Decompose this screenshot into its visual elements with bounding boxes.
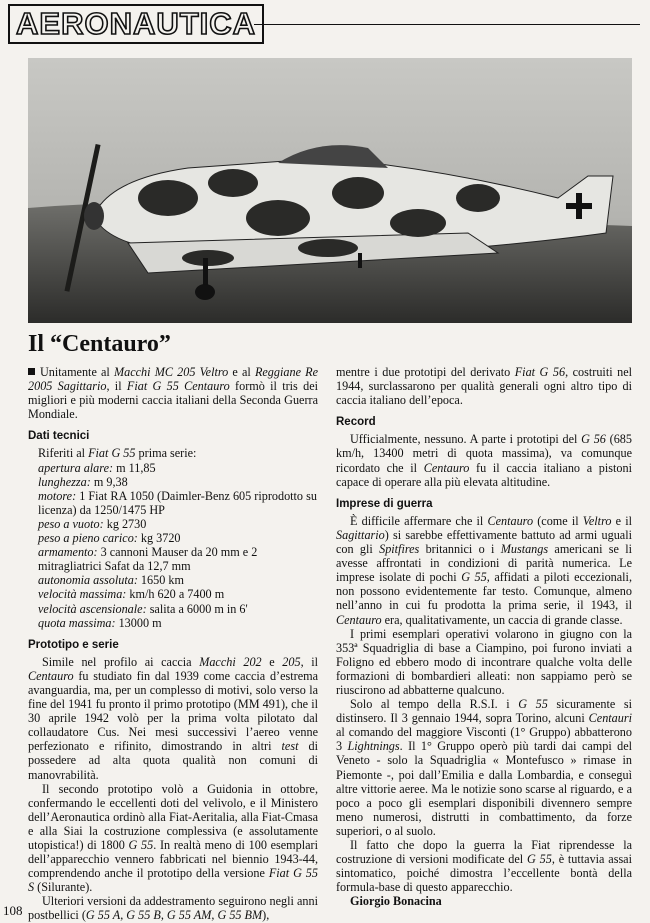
text-run: Veltro — [582, 513, 612, 528]
text-run: sicuramente si distinsero. Il 3 gennaio 1944, sopra Torino, alcuni — [336, 697, 632, 726]
text-run: e — [261, 654, 283, 669]
spec-item — [38, 602, 318, 616]
spec-item — [38, 531, 318, 545]
text-run: mentre i due prototipi del derivato — [336, 365, 515, 379]
intro-text: Reggiane Re 2005 Sagittario — [28, 365, 318, 394]
spec-label: velocità ascensionale: — [38, 601, 147, 616]
text-run: fu il caccia italiano a pistoni capace di operare alla più elevata altitudine. — [336, 460, 632, 489]
spec-value: m 11,85 — [113, 460, 156, 475]
text-run: (Silurante). — [34, 880, 93, 895]
prototipo-paragraph-1 — [28, 655, 318, 782]
text-run: G 56 — [581, 432, 606, 447]
text-run: G 55 — [461, 570, 487, 585]
spec-label: autonomia assoluta: — [38, 573, 138, 588]
section-heading-dati-tecnici: Dati tecnici — [28, 430, 90, 443]
text-run: americani se li avesse affrontati in condizioni di parità numerica. Le imprese isolate di pochi — [336, 542, 633, 585]
text-run: G 55 — [128, 838, 154, 852]
section-heading-prototipo: Prototipo e serie — [28, 638, 119, 651]
spec-value: salita a 6000 m in 6' — [146, 601, 248, 616]
spec-label: apertura alare: — [38, 460, 114, 475]
text-run: Mustangs — [500, 542, 549, 557]
masthead-title: AERONAUTICA — [16, 6, 257, 41]
spec-value: m 9,38 — [90, 474, 128, 489]
text-run: 205 — [282, 654, 301, 669]
text-run: , affidati a piloti eccezionali, non possono evidentemente far testo. Comunque, almeno nell’anno in cui fu prodotta la prima serie, il 1943, il — [336, 570, 632, 613]
fiat-g55-aircraft-image — [28, 58, 632, 323]
spec-label: quota massima: — [38, 615, 116, 630]
continuation-paragraph — [336, 365, 632, 407]
text-run: di possedere ad alta quota qualità non comuni di manovrabilità. — [28, 739, 318, 782]
section-heading-record: Record — [336, 416, 376, 429]
text-run: Macchi 202 — [199, 654, 262, 669]
imprese-paragraph-4 — [336, 838, 632, 894]
spec-item — [38, 489, 318, 517]
text-run: e il — [611, 513, 632, 528]
intro-text: Fiat G 55 Centauro — [126, 379, 230, 394]
intro-text: Unitamente al — [40, 365, 114, 379]
text-run: Sagittario — [336, 527, 385, 542]
imprese-paragraph-2: I primi esemplari operativi volarono in giugno con la 353ª Squadriglia di base a Ciampino, poi furono inviati a Foligno ed ebbero modo di incontrare qualche volta delle formazioni di bombardieri alleati: non sappiamo però se riuscirono ad abbatterne qualcuno. — [336, 626, 632, 697]
spec-label: armamento: — [38, 545, 98, 560]
dati-lead-text: Riferiti al — [38, 446, 89, 461]
bullet-square-icon — [28, 368, 35, 375]
spec-item — [38, 573, 318, 587]
spec-value: kg 2730 — [103, 516, 147, 531]
spec-label: peso a vuoto: — [38, 516, 104, 531]
text-run: . In realtà meno di 100 esemplari dell’apparecchio vennero fabbricati nel biennio 1943-44, comprendendo anche il prototipo della versione — [28, 838, 318, 881]
spec-item — [38, 475, 318, 489]
masthead-rule — [254, 24, 640, 25]
author-signature: Giorgio Bonacina — [350, 894, 442, 909]
text-run: Il fatto che dopo la guerra la Fiat riprendesse la costruzione di versioni modificate del — [336, 838, 632, 867]
text-run: Solo al tempo della R.S.I. i — [350, 697, 519, 712]
text-run: Centauro — [336, 612, 382, 627]
text-run: ), — [262, 908, 270, 923]
spec-item — [38, 517, 318, 531]
text-run: era, qualitativamente, un caccia di grande classe. — [381, 612, 623, 627]
intro-text: e al — [228, 365, 255, 379]
text-run: Lightnings — [347, 739, 400, 754]
spec-item — [38, 616, 318, 630]
spec-value: kg 3720 — [137, 531, 181, 546]
prototipo-paragraph-2 — [28, 782, 318, 895]
text-run: G 55 — [518, 697, 548, 712]
spec-label: velocità massima: — [38, 587, 127, 602]
text-run: Ufficialmente, nessuno. A parte i prototipi del — [350, 432, 582, 447]
text-run: ) si sarebbe effettivamente battuto ad armi uguali con gli — [336, 527, 632, 557]
right-column — [336, 365, 632, 908]
text-run: Fiat G 56 — [514, 365, 566, 379]
text-run: , costruiti nel 1944, surclassarono per qualità generali ogni altro tipo di caccia italiano dell’epoca. — [336, 365, 632, 408]
text-run: È difficile affermare che il — [350, 513, 488, 528]
section-heading-imprese: Imprese di guerra — [336, 497, 433, 510]
intro-paragraph — [28, 365, 318, 421]
text-run: (come il — [533, 513, 583, 528]
spec-value: 3 cannoni Mauser da 20 mm e 2 mitragliatrici Safat da 12,7 mm — [38, 545, 258, 574]
aircraft-photo — [28, 58, 632, 323]
text-run: Centauri — [588, 711, 632, 726]
imprese-paragraph-1 — [336, 514, 632, 627]
spec-label: motore: — [38, 488, 77, 503]
dati-lead — [38, 446, 318, 460]
record-paragraph — [336, 432, 632, 488]
text-run: Centauro — [28, 668, 74, 683]
text-run: Spitfires — [379, 542, 420, 557]
text-run: . Il 1° Gruppo operò più tardi dai campi del Veneto - solo la Squadriglia « Montefusco » rimase in Piemonte -, poi dall’Emilia e dalla Lombardia, e conseguì altre vittorie aeree. Ma le notizie sono scarse al riguardo, e a poco a poco gli esemplari disponibili divennero sempre meno numerosi, distrutti in combattimento, da forze superiori, o al suolo. — [336, 739, 632, 838]
text-run: Centauro — [423, 460, 470, 475]
masthead-box — [8, 4, 264, 44]
left-column — [28, 365, 318, 923]
text-run: al comando del maggiore Visconti (1° Gruppo) abbatterono 3 — [336, 725, 632, 754]
page-number: 108 — [3, 903, 23, 918]
article-title: Il “Centauro” — [28, 331, 171, 357]
text-run: , il — [300, 654, 318, 669]
dati-lead-text: prima serie: — [135, 446, 197, 461]
spec-item — [38, 461, 318, 475]
text-run: britannici o i — [419, 542, 501, 557]
spec-item — [38, 587, 318, 601]
text-run: , è tuttavia assai sintomatico, poiché dimostra l’eccellente bontà della formula-base di questo apparecchio. — [336, 852, 632, 895]
text-run: (685 km/h, 13400 metri di quota massima), va comunque ricordato che il — [336, 432, 632, 475]
text-run: fu studiato fin dal 1939 come caccia d’estrema avanguardia, ma, per un complesso di motivi, solo verso la fine del 1941 fu pronto il primo prototipo (MM 491), che il 30 aprile 1942 volò per la prima volta pilotato dal collaudatore Cus. Nei mesi successivi l’aereo venne perfezionato e rifinito, dimostrando in altri — [28, 668, 318, 754]
dati-lead-text: Fiat G 55 — [88, 446, 136, 461]
spec-value: 1 Fiat RA 1050 (Daimler-Benz 605 riprodotto su licenza) da 1250/1475 HP — [38, 488, 317, 517]
spec-label: peso a pieno carico: — [38, 531, 138, 546]
text-run: Simile nel profilo ai caccia — [42, 654, 200, 669]
spec-value: km/h 620 a 7400 m — [126, 587, 225, 602]
masthead — [8, 4, 640, 44]
text-run: test — [281, 739, 299, 754]
intro-text: , il — [106, 379, 127, 394]
spec-list — [38, 461, 318, 630]
text-run: G 55 — [527, 852, 552, 867]
imprese-paragraph-3 — [336, 697, 632, 838]
intro-text: formò il tris dei migliori e più moderni caccia italiani della Seconda Guerra Mondiale. — [28, 379, 318, 422]
spec-value: 1650 km — [137, 573, 184, 588]
prototipo-paragraph-3 — [28, 894, 318, 922]
spec-value: 13000 m — [115, 615, 162, 630]
text-run: G 55 A, G 55 B, G 55 AM, G 55 BM — [85, 908, 263, 923]
text-run: Centauro — [487, 513, 534, 528]
intro-text: Macchi MC 205 Veltro — [113, 365, 229, 379]
text-run: Fiat G 55 S — [28, 866, 318, 895]
spec-item — [38, 545, 318, 573]
text-run: Il secondo prototipo volò a Guidonia in ottobre, confermando le eccellenti doti del velivolo, e il Ministero dell’Aeronautica ordinò alla Fiat-Aeritalia, alla Fiat-Cmasa e alla Siai la costruzione complessiva (e assolutamente utopistica!) di 1800 — [28, 781, 318, 852]
spec-label: lunghezza: — [38, 474, 91, 489]
text-run: Ulteriori versioni da addestramento seguirono negli anni postbellici ( — [28, 894, 318, 923]
